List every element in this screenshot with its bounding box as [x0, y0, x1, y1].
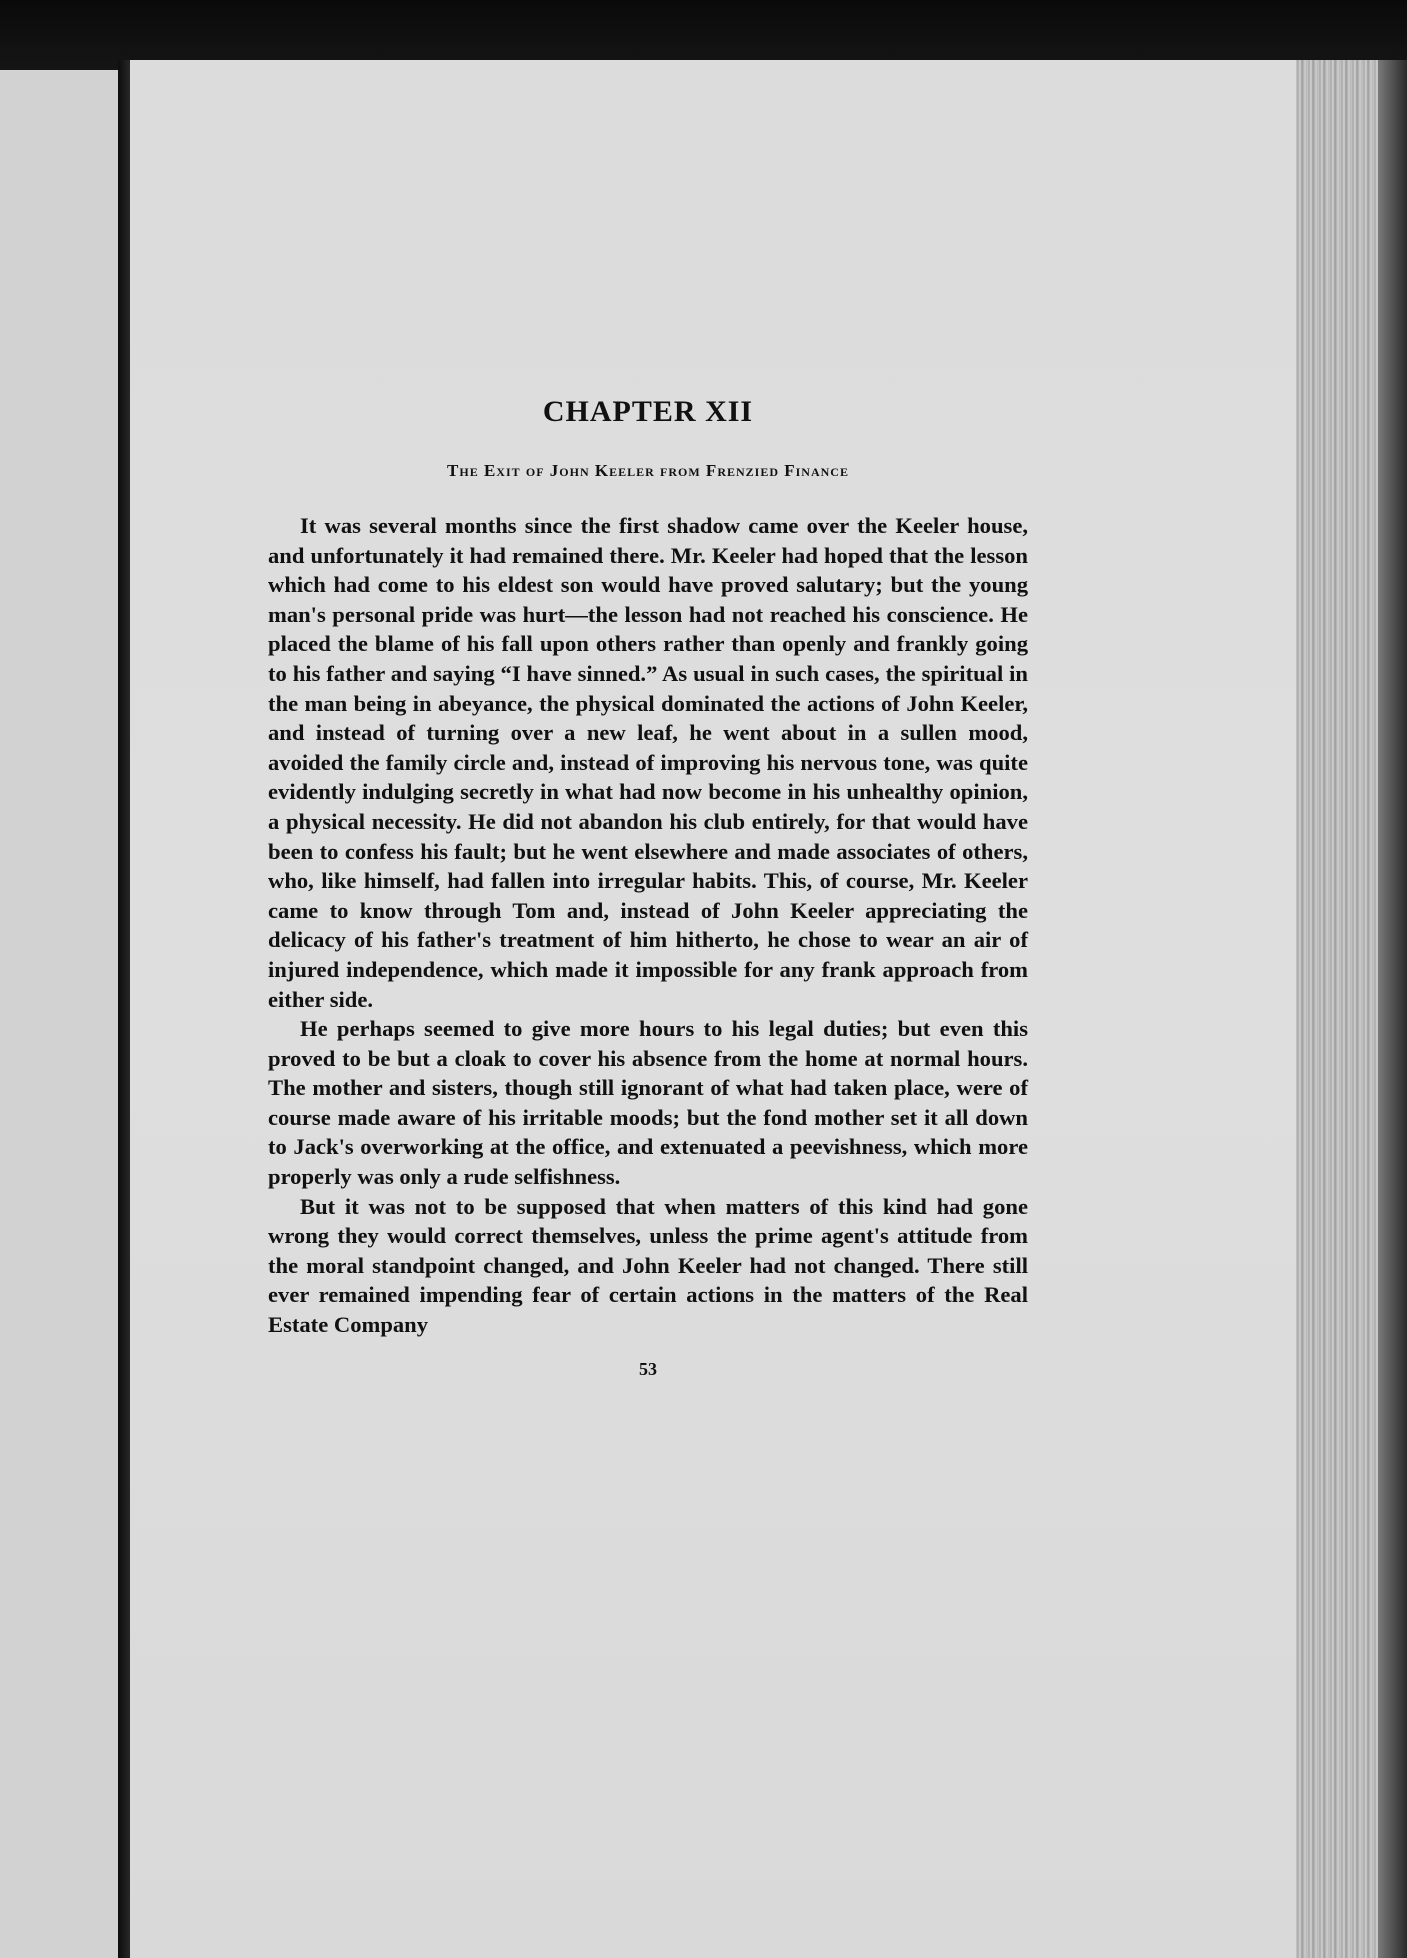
paragraph-1: It was several months since the first shadow came over the Keeler house, and unfortunately it had remained there. Mr. Keeler had hoped that the lesson which had come to his eldest son would have proved salutary; but the young man's personal pride was hurt—the lesson had not reached his conscience. He placed the blame of his fall upon others rather than openly and frankly going to his father and saying “I have sinned.” As usual in such cases, the spiritual in the man being in abeyance, the physical dominated the actions of John Keeler, and instead of turning over a new leaf, he went about in a sullen mood, avoided the family circle and, instead of improving his nervous tone, was quite evidently indulging secretly in what had now become in his unhealthy opinion, a physical necessity. He did not abandon his club entirely, for that would have been to confess his fault; but he went elsewhere and made associates of others, who, like himself, had fallen into irregular habits. This, of course, Mr. Keeler came to know through Tom and, instead of John Keeler appreciating the delicacy of his father's treatment of him hitherto, he chose to wear an air of injured independence, which made it impossible for any frank approach from either side. — [268, 513, 1028, 1012]
paragraph-3: But it was not to be supposed that when matters of this kind had gone wrong they would correct themselves, unless the prime agent's attitude from the moral standpoint changed, and John Keeler had not changed. There still ever remained impending fear of certain actions in the matters of the Real Estate Company — [268, 1193, 1028, 1338]
page-text-block — [268, 395, 1028, 1380]
book-edge-shadow — [1378, 60, 1407, 1958]
paragraph-2: He perhaps seemed to give more hours to his legal duties; but even this proved to be but a cloak to cover his absence from the home at normal hours. The mother and sisters, though still ignorant of what had taken place, were of course made aware of his irritable moods; but the fond mother set it all down to Jack's overworking at the office, and extenuated a peevishness, which more properly was only a rude selfishness. — [268, 1016, 1028, 1190]
chapter-subtitle: The Exit of John Keeler from Frenzied Finance — [447, 461, 849, 480]
page-number: 53 — [639, 1358, 657, 1379]
chapter-title: CHAPTER XII — [542, 395, 754, 428]
facing-page-edge — [0, 70, 118, 1958]
